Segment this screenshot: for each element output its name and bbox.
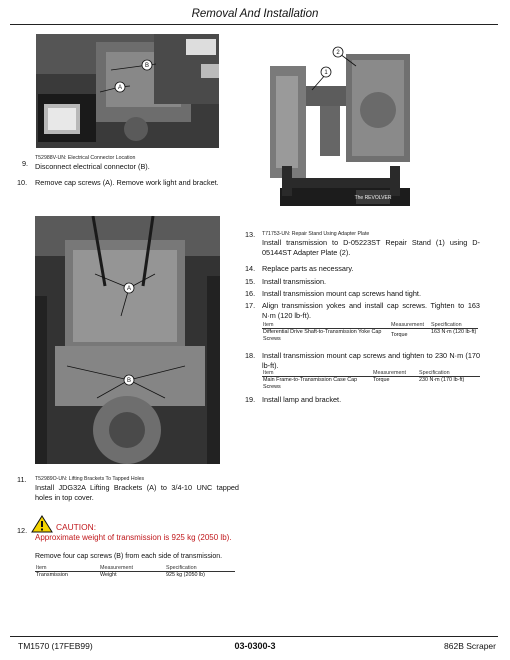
spec-table-mount [262,370,480,390]
table-header: Measurement [100,565,133,571]
step-number: 16. [245,289,256,298]
step-14-text: Replace parts as necessary. [262,264,354,273]
page-header-title: Removal And Installation [191,8,319,20]
footer-rule [10,636,498,637]
table-header: Item [263,322,274,328]
step-number: 11. [17,475,27,484]
caution-warning-icon [31,515,53,533]
spec-table-weight [35,565,235,579]
fig2-callout-1: 1 [324,70,328,77]
table-cell: 230 N·m (170 lb-ft) [418,377,480,390]
step-number: 9. [22,159,29,168]
table-header: Item [263,370,274,376]
step-number: 12. [17,526,28,535]
fig3-label-a: A [126,286,132,293]
caution-label: CAUTION: [56,522,97,532]
table-cell: Torque [372,377,418,390]
step-11-text: Install JDG32A Lifting Brackets (A) to 3/4-10 UNC tapped holes in top cover. [35,483,239,502]
step-13-text: Install transmission to D-05223ST Repair Stand (1) using D-05144ST Adapter Plate (2). [262,238,480,257]
step-15-text: Install transmission. [262,277,327,286]
step-12-text: Remove four cap screws (B) from each side of transmission. [35,553,223,560]
figure-caption-3: T52989O-UN: Lifting Brackets To Tapped Holes [35,476,145,482]
fig2-callout-2: 2 [336,50,340,57]
step-number: 19. [245,395,256,404]
spec-table-yoke [262,322,478,342]
step-10-text: Remove cap screws (A). Remove work light and bracket. [35,178,219,187]
step-number: 15. [245,277,256,286]
table-header: Specification [431,322,462,328]
table-cell: 163 N·m (120 lb-ft) [430,329,478,342]
step-18-text: Install transmission mount cap screws and tighten to 230 N·m (170 lb-ft). [262,351,480,370]
footer-page-number: 03-0300-3 [234,641,276,651]
photo-lifting-brackets [35,216,220,464]
step-17-text: Align transmission yokes and install cap screws. Tighten to 163 N·m (120 lb-ft). [262,301,480,320]
table-cell: Differential Drive Shaft-to-Transmission Yoke Cap Screws [262,329,390,342]
footer-machine-model: 862B Scraper [444,641,496,651]
figure-caption-2: T71753-UN: Repair Stand Using Adapter Plate [262,231,370,237]
footer-manual-id: TM1570 (17FEB99) [18,641,93,651]
fig1-label-b: B [144,63,150,70]
step-19-text: Install lamp and bracket. [262,395,342,404]
table-cell: Main Frame-to-Transmission Case Cap Screws [262,377,372,390]
step-number: 14. [245,264,256,273]
table-cell: Transmission [35,572,99,579]
step-9-text: Disconnect electrical connector (B). [35,162,150,171]
step-number: 18. [245,351,256,360]
step-16-text: Install transmission mount cap screws hand tight. [262,289,421,298]
step-number: 17. [245,301,256,310]
fig1-label-a: A [117,85,123,92]
step-number: 10. [17,178,28,187]
table-cell: Torque [390,329,430,342]
table-header: Measurement [391,322,424,328]
caution-text: Approximate weight of transmission is 925 kg (2050 lb). [35,533,232,542]
table-header: Specification [166,565,197,571]
step-number: 13. [245,230,256,239]
table-header: Item [36,565,47,571]
figure-caption-1: T52988V-UN: Electrical Connector Location [35,155,136,161]
header-rule [10,24,498,25]
table-cell: 925 kg (2050 lb) [165,572,235,579]
fig2-brand: The REVOLVER [354,195,392,201]
table-cell: Weight [99,572,165,579]
table-header: Specification [419,370,450,376]
fig3-label-b: B [126,378,132,385]
table-header: Measurement [373,370,406,376]
photo-electrical-connector [36,34,219,148]
photo-repair-stand [260,46,421,220]
